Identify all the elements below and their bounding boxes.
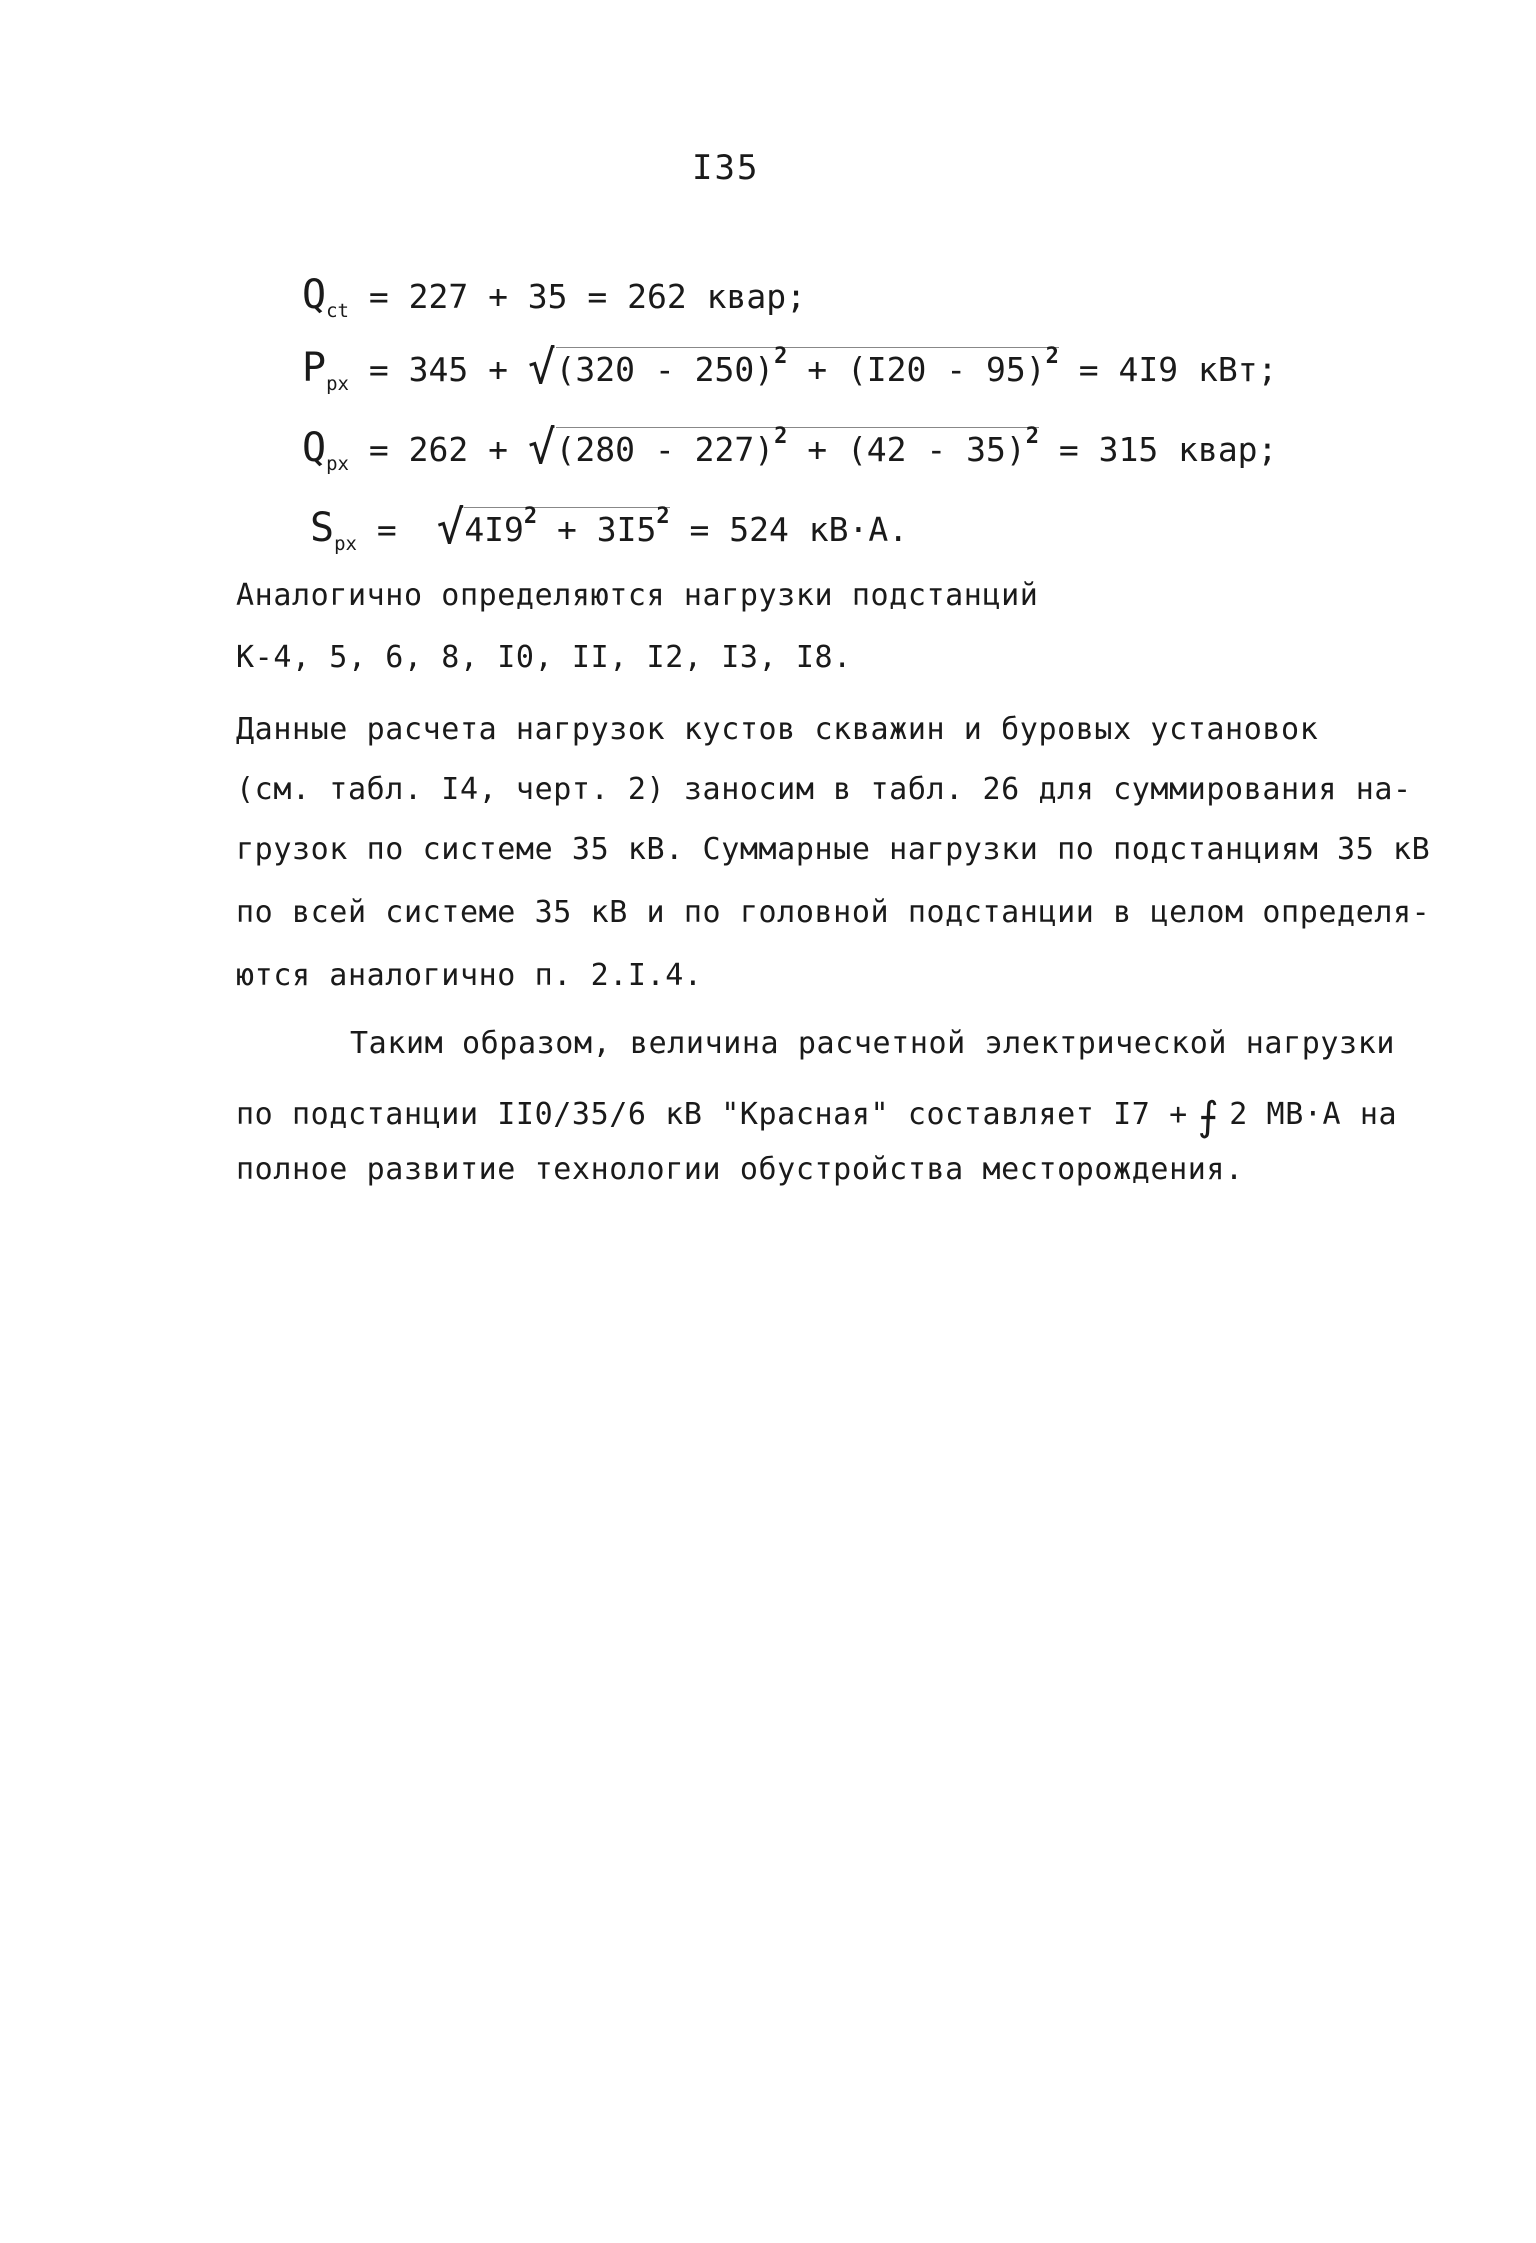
formula-subscript: px [326, 373, 349, 395]
formula-symbol: S [310, 505, 335, 551]
paragraph-segment: по подстанции II0/35/6 кВ "Красная" составляет I7 + [236, 1097, 1188, 1132]
radicand [464, 504, 670, 549]
radicand-plus: + [807, 430, 828, 469]
formula-symbol: P [302, 345, 327, 391]
radicand [555, 424, 1039, 469]
sqrt-icon: √ [527, 340, 556, 394]
formula-symbol: Q [302, 272, 327, 318]
formula-lhs: = 345 + [368, 350, 508, 389]
paragraph-line: ются аналогично п. 2.I.4. [236, 958, 703, 993]
formula-s-px [310, 498, 909, 555]
paragraph-line: К-4, 5, 6, 8, I0, II, I2, I3, I8. [236, 640, 852, 675]
formula-p-px [302, 338, 1278, 395]
paragraph-line: по всей системе 35 кВ и по головной подстанции в целом определя- [236, 895, 1431, 930]
formula-expression: = 227 + 35 = 262 квар; [368, 277, 806, 316]
paragraph-line: Таким образом, величина расчетной электрической нагрузки [350, 1026, 1396, 1061]
formula-lhs: = [376, 510, 397, 549]
formula-symbol: Q [302, 425, 327, 471]
exponent-a: 2 [523, 504, 538, 529]
sqrt-icon: √ [527, 420, 556, 474]
paragraph-line: (см. табл. I4, черт. 2) заносим в табл. 26 для суммирования на- [236, 772, 1412, 807]
sqrt-icon: √ [436, 500, 465, 554]
exponent-b: 2 [1025, 424, 1039, 449]
radicand-plus: + [557, 510, 577, 549]
radicand-a: 4I9 [464, 510, 524, 549]
radicand-b: (I20 - 95) [846, 350, 1046, 389]
paragraph-segment: 2 МВ·А на [1229, 1097, 1398, 1132]
formula-q-ct [302, 272, 806, 322]
formula-subscript: px [326, 453, 349, 475]
formula-subscript: ct [326, 300, 349, 322]
formula-lhs: = 262 + [368, 430, 508, 469]
formula-result: = 315 квар; [1058, 430, 1278, 469]
radicand-a: (320 - 250) [555, 350, 775, 389]
formula-result: = 4I9 кВт; [1078, 350, 1278, 389]
integral-hook-icon: ⨍ [1197, 1094, 1220, 1140]
formula-subscript: px [334, 533, 357, 555]
exponent-b: 2 [1045, 344, 1059, 369]
exponent-b: 2 [656, 504, 670, 529]
paragraph-line: Аналогично определяются нагрузки подстанций [236, 578, 1039, 613]
exponent-a: 2 [774, 344, 788, 369]
radicand-a: (280 - 227) [555, 430, 775, 469]
radicand-plus: + [807, 350, 828, 389]
page-number: I35 [692, 148, 760, 188]
radicand [555, 344, 1059, 389]
paragraph-line: Данные расчета нагрузок кустов скважин и буровых установок [236, 712, 1319, 747]
formula-result: = 524 кВ·А. [689, 510, 909, 549]
paragraph-line: полное развитие технологии обустройства месторождения. [236, 1152, 1244, 1187]
radicand-b: 3I5 [596, 510, 657, 549]
paragraph-line: грузок по системе 35 кВ. Суммарные нагрузки по подстанциям 35 кВ [236, 832, 1431, 867]
exponent-a: 2 [774, 424, 788, 449]
radicand-b: (42 - 35) [846, 430, 1026, 469]
formula-q-px [302, 418, 1278, 475]
paragraph-line [236, 1088, 1398, 1140]
